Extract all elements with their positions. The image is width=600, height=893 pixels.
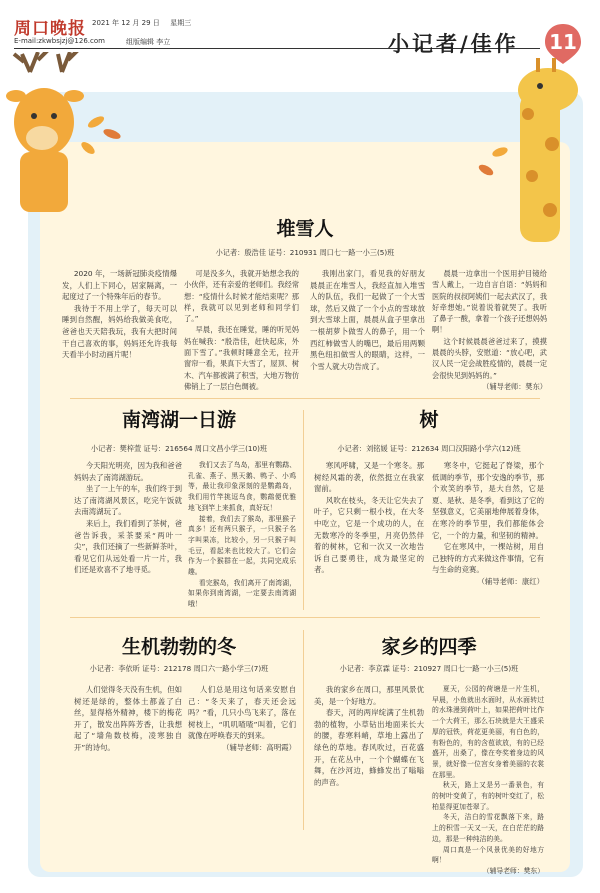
article-paragraph: 秋天，路上又是另一番景色，有的树叶变黄了，有的树叶变红了，松柏显得更加苍翠了。: [432, 781, 544, 811]
article-column: [188, 684, 296, 754]
article-column: [432, 268, 547, 392]
article-paragraph: 晨晨一边拿出一个医用护目镜给雪人戴上，一边自言自语：“妈妈和医院的叔叔阿姨们一起去武汉了，我好牵想她。”说着说着就哭了。我听了鼻子一酸，拿着一个孩子还想妈妈啊！: [432, 269, 548, 335]
article-paragraph: 2020 年，一场新冠肺炎疫情爆发，人们上下同心，居家隔离，一起度过了一个特殊年后的春节。: [62, 269, 177, 302]
article-paragraph: 人们觉得冬天没有生机，但如树还是绿的，整体土都盖了白丝，显得格外精神，楼下的梅花开了，散发出阵阵芳香，让我想起了“墙角数枝梅，凌寒独自开”的诗句。: [74, 685, 182, 752]
article-byline: 小记者：刘铭媛 证号：212634 周口汉阳路小学六(12)班: [337, 444, 521, 453]
article-column: [310, 268, 425, 372]
article-byline: 小记者：殷浩佳 证号：210931 周口七一路一小三(5)班: [215, 248, 395, 257]
article-title: 堆雪人: [276, 218, 334, 240]
article-paragraph: 可是没多久，我就开始想念我的小伙伴，还有亲爱的老师们。我经常想：“疫情什么时候才能结束呢？那样，我就可以见到老师和同学们了。”: [184, 269, 300, 324]
article-byline: 小记者：樊梓萱 证号：216564 周口文昌小学三(10)班: [90, 444, 268, 453]
date-text: 2021 年 12 月 29 日: [92, 19, 160, 27]
article-paragraph: 人们总是用这句话来安慰自己：“冬天来了，春天还会远吗？”看，几只小鸟飞来了，落在树枝上，“叽叽喳喳”叫着，它们就像在呼唤春天的到来。: [188, 685, 296, 741]
article-paragraph: 接着，我们去了猴岛，那里猴子真多！还有两只猴子，一只猴子名字叫果冻，比较小，另一只猴子叫毛豆，看起来也比较大了。它们会作为一个猴群在一起，共同完成乐趣。: [188, 514, 296, 577]
article-paragraph: 我待于不用上学了，每天可以睡到自然醒，妈妈给我做美食吃，爸爸也天天陪我玩，我有大把时间干自己喜欢的事，妈妈还允许我每天看半小时动画片呢！: [62, 303, 177, 360]
article-paragraph: 周口真是一个风景优美的好地方啊！: [432, 845, 544, 865]
article-column: [314, 684, 424, 788]
newspaper-logo: 周口晚报: [14, 19, 86, 39]
article-paragraph: 寒冬中，它挺起了脊梁，那个低调的季节，那个安逸的季节，那个欢笑的季节，是大自然，它是夏、是秋、是冬季，看到这了它的坚强意义，它美丽地伸展着身体，在寒冷的季节里，我们都能体会它，一个的力量，和坚韧的精神。: [432, 461, 544, 540]
teacher-credit: （辅导老师：康红）: [477, 576, 544, 586]
email-address: E-mail:zkwbsjzj@126.com: [14, 37, 105, 45]
article-title: 家乡的四季: [381, 636, 477, 658]
section-divider: [70, 617, 540, 618]
article-column: [184, 268, 299, 392]
teacher-credit: （辅导老师：樊东）: [482, 866, 544, 875]
article-paragraph: 来后上，我们看到了茶树，爸爸告诉我，采茶要采“两叶一尖”，我们还摘了一些新鲜茶叶，看见它们从远处看一片一片，我们还是欢喜不了地寻觅。: [74, 518, 182, 575]
article-paragraph: 早晨，我还在睡觉，睡的听见妈妈在喊我：“殷浩佳，赶快起床，外面下雪了。”我顿时睡意全无，拉开窗帘一看，果真下大雪了，屋顶、树木、汽车都被满了积雪，大地万物仿佛销上了一层白色绸被。: [184, 325, 300, 391]
article-byline: 小记者：李京霖 证号：210927 周口七一路一小三(5)班: [339, 664, 519, 673]
layout-editor: 组版编辑 李立: [126, 38, 171, 46]
column-divider: [303, 410, 304, 610]
column-divider: [303, 630, 304, 830]
weekday-text: 星期三: [170, 19, 192, 27]
article-paragraph: 春天，河的两岸绽满了生机勃勃的植物，小草钻出地面来长大的腰，春寒料峭，草地上露出了绿色的草地。春风吹过，百花盛开，在花丛中，一个个蝴蝶在飞舞，在沙河边，蜂蜂发出了嗡嗡的声音。: [314, 708, 424, 787]
article-paragraph: 我们又去了鸟岛，那里有鹦鹉、孔雀、燕子、黑天鹅、鸭子、小鸡等，最让我印象深刻的是鹦鹉岛，我们用竹竿挑逗鸟食，鹦鹉便优雅地飞到竿上来抓食，真好玩！: [188, 461, 296, 512]
section-divider: [70, 398, 540, 399]
article-paragraph: 这个时候晨晨爸爸过来了，摸摸晨晨的头脖，安慰道：“放心吧，武汉人民一定会战胜疫情的，晨晨一定会很快见到妈妈的。”: [432, 336, 548, 380]
page-number: 11: [549, 30, 577, 54]
article-paragraph: 我刚出家门，看见我的好朋友晨晨正在堆雪人，我经直加入堆雪人的队伍，我们一起做了一个大雪球，然后又做了一个小点的雪球放到大雪球上面，晨晨从盒子里拿出一根胡萝卜做雪人的鼻子，用一个西红柿做雪人的嘴巴，最后用两颗黑色纽扣做雪人的眼睛，这样，一个雪人就大功告成了。: [310, 269, 425, 371]
article-paragraph: 我的家乡在周口，那里风景优美，是一个好地方。: [314, 685, 424, 706]
article-column: [74, 684, 182, 754]
article-column: [314, 460, 424, 576]
article-title: 南湾湖一日游: [121, 409, 236, 431]
article-paragraph: 它在寒风中，一棵站树，用自己独特的方式来做这件事情，它有与生命的竞赛。: [432, 542, 544, 575]
article-column: [432, 460, 544, 588]
article-paragraph: 看完猴岛，我们离开了南湾湖，如果你到南湾湖，一定要去南湾湖哦！: [188, 578, 296, 609]
article-paragraph: 今天阳光明亮，因为我和爸爸妈妈去了南湾湖游玩。: [74, 461, 182, 482]
article-column: [62, 268, 177, 361]
article-column: [432, 684, 544, 877]
article-paragraph: 寒风呼啸，又是一个寒冬。那树经风霜的袭，依然挺立在我家窗前。: [314, 461, 424, 494]
article-paragraph: 风吹在枝头，冬天让它失去了叶子，它只剩一根小枝，在大冬中吃立，它是一个成功的人，在无数寒冷的冬季里，月亮仍然伴着的树林，它和一次又一次地告诉自己要勇往，成为最坚定的者。: [314, 495, 424, 575]
article-byline: 小记者：李依昕 证号：212178 周口六一路小学三(7)班: [89, 664, 269, 673]
teacher-credit: （辅导老师：樊东）: [482, 381, 547, 391]
article-title: 树: [419, 409, 439, 431]
article-column: [74, 460, 182, 576]
article-paragraph: 夏天，公园的荷塘是一片生机，早晨，小鱼就出水面时，从水面转过的水珠漫到荷叶上，如果把荷叶比作一个大荷王，那么石块就是大王盛采厚的冠铁，荷花更美丽，有白色的，有粉色的，有的含苞欲放，有的已经盛开，出桑了，像在夸奖着身边的风景，就好像一位宫女身着美丽的衣裳在那里。: [432, 685, 544, 779]
issue-date: [92, 18, 191, 28]
article-paragraph: 冬天，洁白的雪花飘落下来，路上的积雪一天又一天，在白茫茫的路边，那是一种纯洁的美。: [432, 813, 544, 843]
article-title: 生机勃勃的冬: [121, 636, 236, 658]
section-title: 小记者/佳作: [388, 31, 519, 56]
article-paragraph: 坐了一上午的车，我们终于到达了南湾湖风景区，吃完午饭就去南湾湖玩了。: [74, 484, 182, 517]
article-column: [188, 460, 296, 610]
teacher-credit: （辅导老师：高明霞）: [222, 742, 296, 752]
